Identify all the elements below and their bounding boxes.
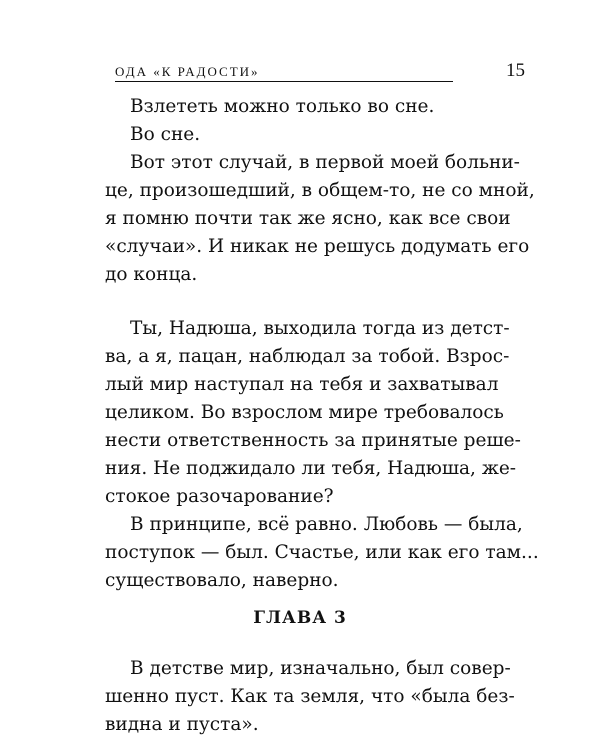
text-line: шенно пуст. Как та земля, что «была без- xyxy=(105,686,515,707)
header-rule xyxy=(115,81,453,82)
running-title: ОДА «К РАДОСТИ» xyxy=(115,64,260,79)
text-line: стокое разочарование? xyxy=(105,486,334,507)
text-line: существовало, наверно. xyxy=(105,570,339,591)
text-line: Вот этот случай, в первой моей больни- xyxy=(130,152,520,173)
text-line: до конца. xyxy=(105,264,198,285)
page-number: 15 xyxy=(506,60,525,81)
text-line: В принципе, всё равно. Любовь — была, xyxy=(130,514,523,535)
text-line: лый мир наступал на тебя и захватывал xyxy=(105,374,499,395)
text-line: Ты, Надюша, выходила тогда из детст- xyxy=(130,318,510,339)
running-head xyxy=(115,62,525,84)
text-line: ния. Не поджидало ли тебя, Надюша, же- xyxy=(105,458,517,479)
text-line: поступок — был. Счастье, или как его там... xyxy=(105,542,539,563)
chapter-heading: ГЛАВА 3 xyxy=(253,608,347,628)
text-line: Во сне. xyxy=(130,124,201,145)
text-line: «случаи». И никак не решусь додумать его xyxy=(105,236,530,257)
text-line: Взлететь можно только во сне. xyxy=(130,96,435,117)
text-line: ва, а я, пацан, наблюдал за тобой. Взрос- xyxy=(105,346,510,367)
text-line: целиком. Во взрослом мире требовалось xyxy=(105,402,504,423)
text-line: видна и пуста». xyxy=(105,714,259,735)
text-line: я помню почти так же ясно, как все свои xyxy=(105,208,511,229)
text-line: нести ответственность за принятые реше- xyxy=(105,430,521,451)
text-line: В детстве мир, изначально, был совер- xyxy=(130,658,511,679)
text-line: це, произошедший, в общем-то, не со мной, xyxy=(105,180,535,201)
